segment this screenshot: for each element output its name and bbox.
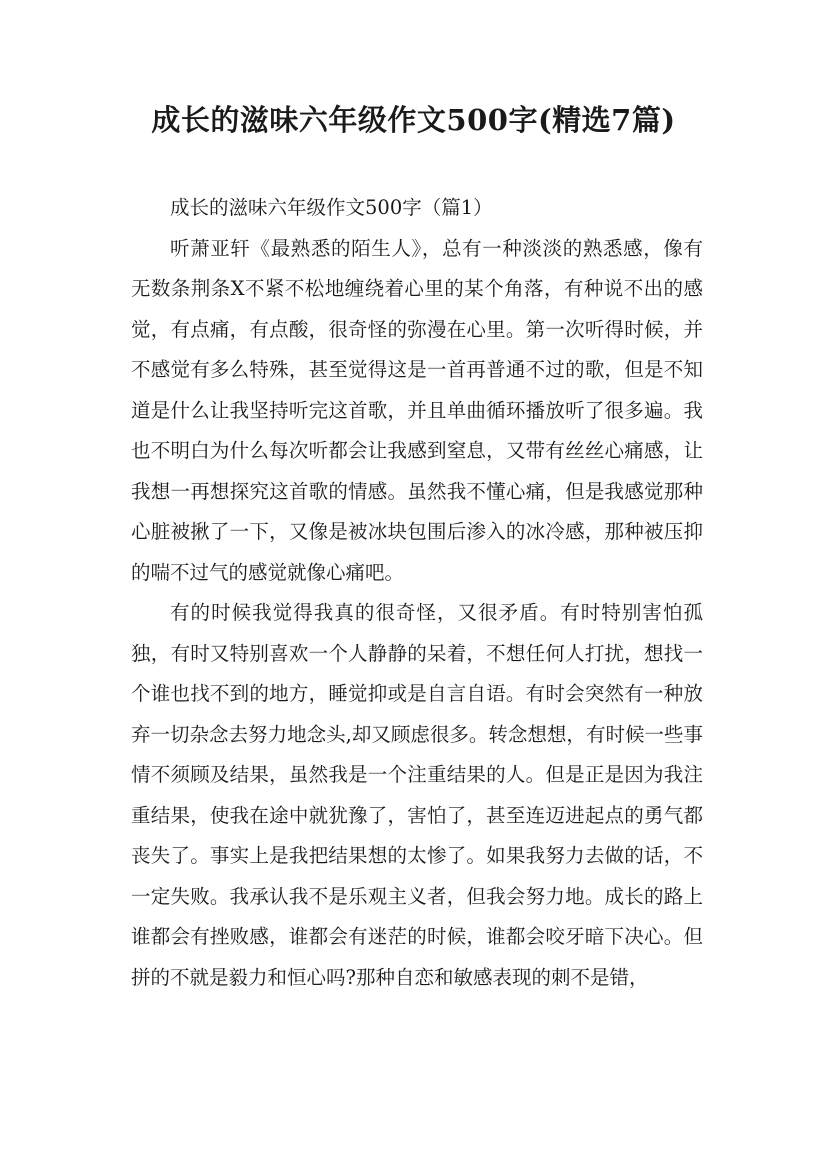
document-title: 成长的滋味六年级作文500字(精选7篇): [151, 103, 676, 137]
document-body: [131, 188, 703, 998]
section-heading: 成长的滋味六年级作文500字（篇1）: [170, 196, 493, 219]
paragraph-1: 听萧亚轩《最熟悉的陌生人》，总有一种淡淡的熟悉感，像有无数条荆条X不紧不松地缠绕着心里的某个角落，有种说不出的感觉，有点痛，有点酸，很奇怪的弥漫在心里。第一次听得时候，并不感觉有多么特殊，甚至觉得这是一首再普通不过的歌，但是不知道是什么让我坚持听完这首歌，并且单曲循环播放听了很多遍。我也不明白为什么每次听都会让我感到窒息，又带有丝丝心痛感，让我想一再想探究这首歌的情感。虽然我不懂心痛，但是我感觉那种心脏被揪了一下，又像是被冰块包围后渗入的冰冷感，那种被压抑的喘不过气的感觉就像心痛吧。: [131, 236, 703, 584]
paragraph-2: 有的时候我觉得我真的很奇怪，又很矛盾。有时特别害怕孤独，有时又特别喜欢一个人静静的呆着，不想任何人打扰，想找一个谁也找不到的地方，睡觉抑或是自言自语。有时会突然有一种放弃一切杂念去努力地念头,却又顾虑很多。转念想想，有时候一些事情不须顾及结果，虽然我是一个注重结果的人。但是正是因为我注重结果，使我在途中就犹豫了，害怕了，甚至连迈进起点的勇气都丧失了。事实上是我把结果想的太惨了。如果我努力去做的话，不一定失败。我承认我不是乐观主义者，但我会努力地。成长的路上谁都会有挫败感，谁都会有迷茫的时候，谁都会咬牙暗下决心。但拼的不就是毅力和恒心吗?那种自恋和敏感表现的刺不是错，: [131, 601, 703, 989]
